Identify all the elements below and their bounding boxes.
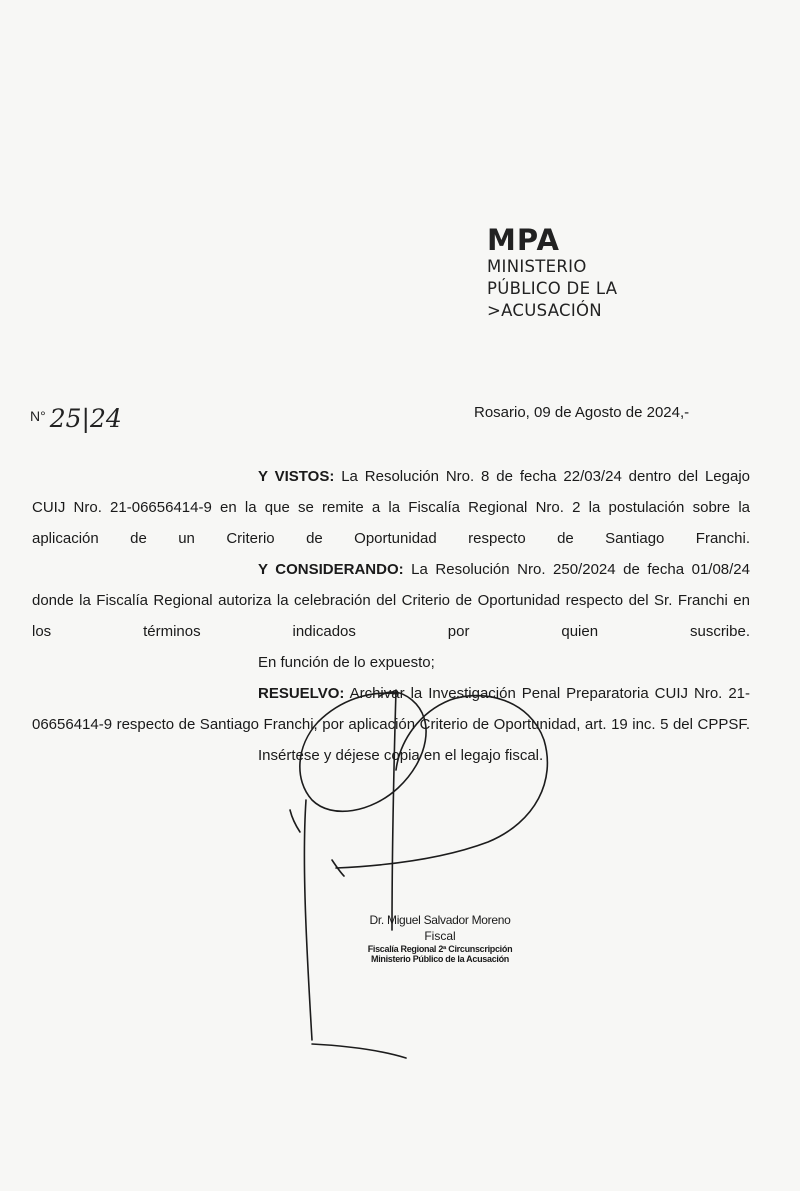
- paragraph-lead: RESUELVO:: [258, 685, 345, 702]
- paragraph-text: La Resolución Nro. 8 de fecha 22/03/24 dentro del Legajo CUIJ Nro. 21-06656414-9 en la que se remite a la Fiscalía Regional Nro. 2 la postulación sobre la aplicación de un Criterio de Oportunidad respecto de Santiago Franchi.: [32, 468, 750, 547]
- paragraph-text: Insértese y déjese copia en el legajo fiscal.: [258, 747, 544, 764]
- paragraph-vistos: [32, 461, 750, 554]
- number-prefix: N°: [30, 408, 46, 424]
- logo-line-3: >ACUSACIÓN: [487, 301, 602, 320]
- mpa-logo: [487, 224, 687, 322]
- document-number: [30, 404, 122, 433]
- signatory-ministry: Ministerio Público de la Acusación: [371, 954, 509, 964]
- signatory-department: Fiscalía Regional 2ª Circunscripción: [367, 944, 513, 954]
- signatory-title: Fiscal: [424, 929, 456, 943]
- paragraph-lead: Y CONSIDERANDO:: [258, 561, 404, 578]
- paragraph-text: Archivar la Investigación Penal Preparatoria CUIJ Nro. 21-06656414-9 respecto de Santiago Franchi, por aplicación Criterio de Oportunidad, art. 19 inc. 5 del CPPSF.: [32, 685, 751, 733]
- logo-line-1: MINISTERIO: [487, 257, 587, 276]
- paragraph-insertese: [32, 740, 750, 771]
- logo-line-2: PÚBLICO DE LA: [487, 279, 618, 298]
- paragraph-resuelvo: [32, 678, 750, 740]
- paragraph-funcion: [32, 647, 750, 678]
- logo-mark: MPA: [487, 223, 560, 257]
- handwritten-number: 25|24: [49, 404, 122, 433]
- paragraph-lead: Y VISTOS:: [258, 468, 335, 485]
- paragraph-text: La Resolución Nro. 250/2024 de fecha 01/08/24 donde la Fiscalía Regional autoriza la celebración del Criterio de Oportunidad respecto del Sr. Franchi en los términos indicados por quien suscribe.: [32, 561, 750, 640]
- paragraph-considerando: [32, 554, 750, 647]
- document-body: [32, 461, 750, 771]
- signatory-block: [340, 912, 540, 964]
- place-date: Rosario, 09 de Agosto de 2024,-: [474, 404, 690, 421]
- signatory-name: Dr. Miguel Salvador Moreno: [369, 913, 511, 927]
- paragraph-text: En función de lo expuesto;: [258, 654, 435, 671]
